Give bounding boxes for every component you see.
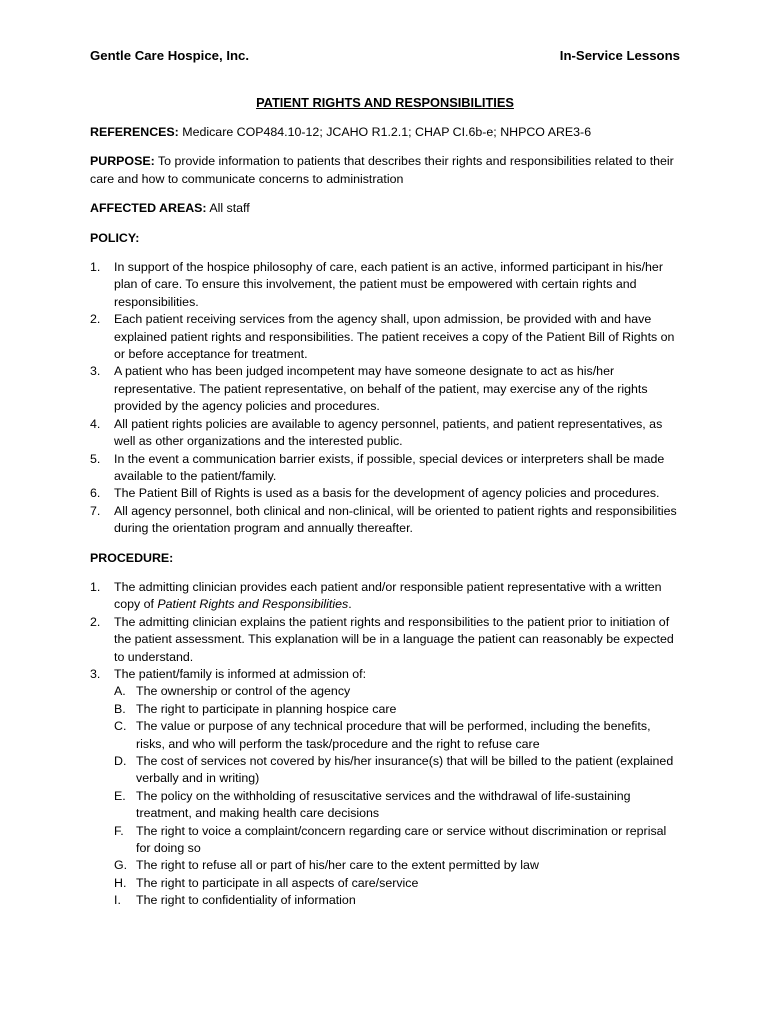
item-letter: I.: [114, 893, 121, 908]
item-text: The admitting clinician provides each patient and/or responsible patient representative with a written copy of: [114, 579, 662, 612]
sub-item-text: The right to voice a complaint/concern regarding care or service without discrimination or reprisal for doing so: [136, 823, 667, 856]
series-name: In-Service Lessons: [559, 48, 680, 63]
sub-item-text: The right to participate in planning hospice care: [136, 701, 397, 716]
sub-list-item: [114, 718, 680, 753]
sub-list-item: [114, 683, 680, 700]
item-letter: G.: [114, 858, 128, 873]
list-item: [90, 259, 680, 311]
page-header: [90, 47, 680, 65]
item-letter: B.: [114, 701, 126, 716]
affected-areas-paragraph: [90, 200, 680, 217]
item-number: 1.: [90, 579, 101, 594]
policy-list: [90, 259, 680, 538]
item-number: 6.: [90, 486, 101, 501]
item-text: The Patient Bill of Rights is used as a basis for the development of agency policies and procedures.: [114, 486, 660, 501]
sub-item-text: The ownership or control of the agency: [136, 684, 351, 699]
document-title-reference: Patient Rights and Responsibilities: [157, 597, 349, 612]
sub-list-item: [114, 875, 680, 892]
list-item: [90, 579, 680, 614]
list-item: [90, 451, 680, 486]
item-text: The admitting clinician explains the patient rights and responsibilities to the patient prior to initiation of the patient assessment. This explanation will be in a language the patient can reasonably be expected to understand.: [114, 614, 674, 664]
list-item: [90, 311, 680, 363]
list-item: [90, 503, 680, 538]
affected-areas-text: All staff: [206, 201, 250, 216]
purpose-paragraph: [90, 153, 680, 188]
sub-item-text: The right to participate in all aspects of care/service: [136, 875, 419, 890]
item-number: 4.: [90, 416, 101, 431]
item-number: 3.: [90, 666, 101, 681]
sub-list-item: [114, 857, 680, 874]
purpose-text: To provide information to patients that describes their rights and responsibilities related to their care and how to communicate concerns to administration: [90, 154, 674, 186]
sub-list-item: [114, 823, 680, 858]
sub-item-text: The right to confidentiality of information: [136, 893, 356, 908]
item-letter: C.: [114, 719, 127, 734]
item-text: In the event a communication barrier exists, if possible, special devices or interpreters shall be made available to the patient/family.: [114, 451, 665, 483]
list-item: [90, 614, 680, 666]
item-text: The patient/family is informed at admission of:: [114, 666, 367, 681]
item-text: In support of the hospice philosophy of care, each patient is an active, informed participant in his/her plan of care. To ensure this involvement, the patient must be empowered with certain rights and responsibilities.: [114, 260, 663, 309]
list-item: [90, 666, 680, 910]
item-letter: F.: [114, 823, 124, 838]
item-letter: D.: [114, 754, 127, 768]
item-number: 1.: [90, 260, 101, 275]
sub-list-item: [114, 892, 680, 909]
sub-list-item: [114, 753, 680, 788]
sub-list-item: [114, 788, 680, 823]
procedure-heading: PROCEDURE:: [90, 550, 174, 565]
item-number: 7.: [90, 503, 101, 518]
policy-heading: POLICY:: [90, 230, 140, 245]
item-letter: E.: [114, 788, 126, 803]
item-number: 5.: [90, 451, 101, 466]
organization-name: Gentle Care Hospice, Inc.: [90, 48, 250, 63]
admission-info-list: [114, 683, 680, 909]
references-text: Medicare COP484.10-12; JCAHO R1.2.1; CHAP CI.6b-e; NHPCO ARE3-6: [178, 125, 592, 139]
procedure-list: [90, 579, 680, 910]
item-number: 2.: [90, 312, 101, 327]
sub-item-text: The value or purpose of any technical procedure that will be performed, including the benefits, risks, and who will perform the task/procedure and the right to refuse care: [136, 719, 651, 751]
item-text: A patient who has been judged incompetent may have someone designate to act as his/her representative. The patient representative, on behalf of the patient, may exercise any of the rights provided by the agency policies and procedures.: [114, 364, 648, 414]
item-text: Each patient receiving services from the agency shall, upon admission, be provided with and have explained patient rights and responsibilities. The patient receives a copy of the Patient Bill of Rights on or before acceptance for treatment.: [114, 312, 675, 362]
sub-list-item: [114, 701, 680, 718]
item-text: All patient rights policies are available to agency personnel, patients, and patient representatives, as well as other organizations and the interested public.: [114, 416, 663, 449]
document-title: PATIENT RIGHTS AND RESPONSIBILITIES: [256, 95, 514, 110]
list-item: [90, 485, 680, 502]
item-number: 2.: [90, 614, 101, 629]
purpose-label: PURPOSE:: [90, 154, 155, 169]
sub-item-text: The policy on the withholding of resuscitative services and the withdrawal of life-sustaining treatment, and making health care decisions: [136, 788, 631, 821]
sub-item-text: The cost of services not covered by his/her insurance(s) that will be billed to the patient (explained verbally and in writing): [136, 754, 674, 786]
item-letter: A.: [114, 684, 126, 699]
references-label: REFERENCES:: [90, 125, 179, 139]
list-item: [90, 416, 680, 451]
list-item: [90, 363, 680, 415]
item-number: 3.: [90, 364, 101, 379]
item-letter: H.: [114, 875, 127, 890]
sub-item-text: The right to refuse all or part of his/her care to the extent permitted by law: [136, 858, 539, 873]
item-text-end: .: [348, 597, 352, 612]
references-paragraph: [90, 124, 680, 141]
item-text: All agency personnel, both clinical and non-clinical, will be oriented to patient rights and responsibilities during the orientation program and annually thereafter.: [114, 503, 677, 536]
affected-areas-label: AFFECTED AREAS:: [90, 201, 207, 216]
